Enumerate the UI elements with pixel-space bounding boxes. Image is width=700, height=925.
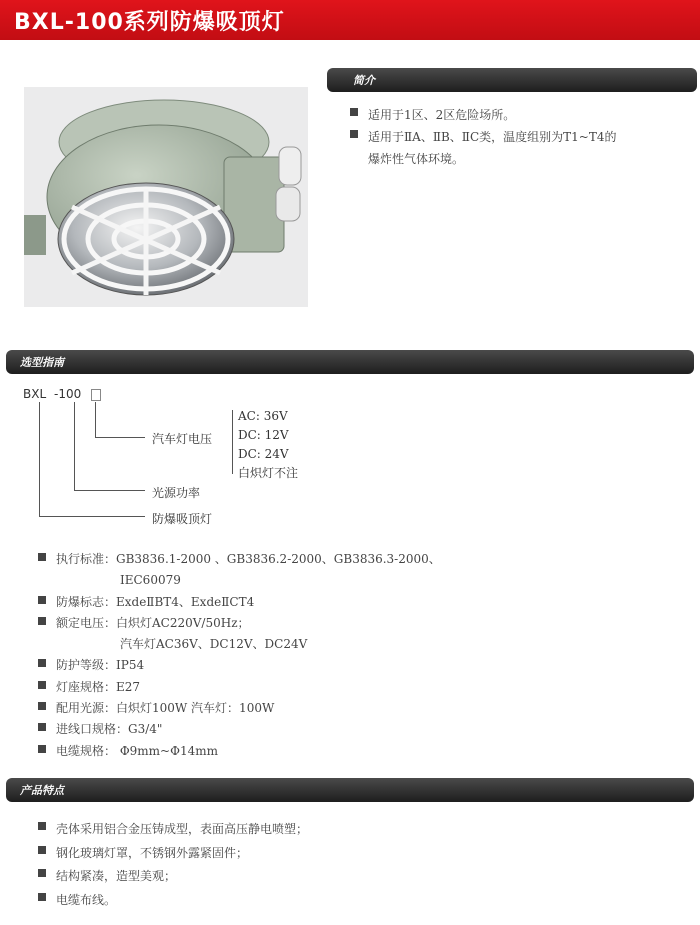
line-power-v xyxy=(74,402,75,491)
line-voltage-h xyxy=(95,437,145,438)
list-item: IEC60079 xyxy=(120,573,181,588)
list-item: 防爆标志：ExdeⅡBT4、ExdeⅡCT4 xyxy=(34,592,441,613)
list-item: 爆炸性气体环境。 xyxy=(368,152,465,166)
features-header xyxy=(6,778,694,802)
list-item: 适用于1区、2区危险场所。 xyxy=(346,104,616,126)
list-item: 配用光源：白炽灯100W 汽车灯：100W xyxy=(34,698,441,719)
list-item: 防护等级：IP54 xyxy=(34,655,441,676)
list-item: 结构紧凑，造型美观； xyxy=(34,865,308,889)
list-item: 壳体采用铝合金压铸成型，表面高压静电喷塑； xyxy=(34,818,308,842)
voltage-option: DC: 24V xyxy=(238,447,289,461)
selection-header-label: 选型指南 xyxy=(20,356,64,369)
model-power: -100 xyxy=(54,387,82,401)
page-title: BXL-100系列防爆吸顶灯 xyxy=(14,9,285,35)
list-item: 汽车灯AC36V、DC12V、DC24V xyxy=(120,637,308,652)
list-item: 电缆规格： Φ9mm~Φ14mm xyxy=(34,741,441,762)
list-item: 适用于ⅡA、ⅡB、ⅡC类，温度组别为T1~T4的 xyxy=(346,126,616,148)
title-bar xyxy=(0,0,700,40)
list-item: 执行标准：GB3836.1-2000 、GB3836.2-2000、GB3836.3-2000、 xyxy=(34,549,441,570)
product-photo xyxy=(24,87,308,307)
list-item: 额定电压：白炽灯AC220V/50Hz； xyxy=(34,613,441,634)
list-item: 灯座规格：E27 xyxy=(34,677,441,698)
selection-header xyxy=(6,350,694,374)
label-product: 防爆吸顶灯 xyxy=(152,512,213,526)
label-power: 光源功率 xyxy=(152,486,201,500)
voltage-option: 白炽灯不注 xyxy=(238,466,299,480)
lamp-illustration xyxy=(24,87,308,307)
label-voltage: 汽车灯电压 xyxy=(152,432,213,446)
list-item: 钢化玻璃灯罩，不锈钢外露紧固件； xyxy=(34,842,308,866)
voltage-option: AC: 36V xyxy=(238,409,288,423)
list-item: 电缆布线。 xyxy=(34,889,308,913)
features-header-label: 产品特点 xyxy=(20,784,64,797)
features-list xyxy=(34,818,308,912)
list-item: 进线口规格：G3/4" xyxy=(34,719,441,740)
intro-header-label: 简介 xyxy=(353,74,375,87)
voltage-options xyxy=(238,407,298,483)
spec-list xyxy=(34,549,441,762)
intro-header xyxy=(327,68,697,92)
voltage-bracket xyxy=(232,410,233,474)
intro-list xyxy=(346,104,616,170)
line-product-v xyxy=(39,402,40,517)
line-power-h xyxy=(74,490,145,491)
model-option-box xyxy=(91,389,101,401)
line-product-h xyxy=(39,516,145,517)
voltage-option: DC: 12V xyxy=(238,428,289,442)
model-prefix: BXL xyxy=(23,387,47,401)
line-voltage-v xyxy=(95,402,96,438)
